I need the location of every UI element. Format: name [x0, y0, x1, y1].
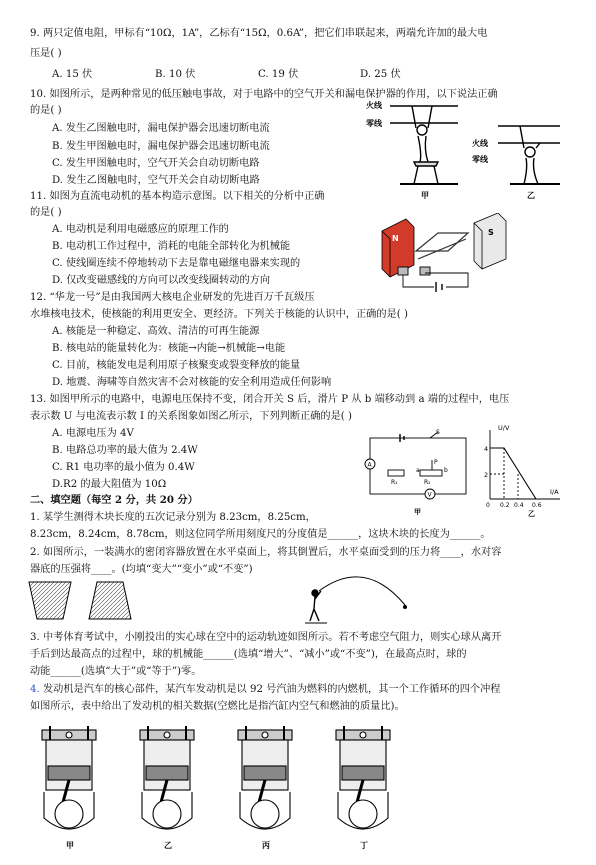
stroke-label-bing: 丙 — [262, 841, 270, 850]
f4-line1: 4. 发动机是汽车的核心部件，某汽车发动机是以 92 号汽油为燃料的内燃机，其一个工作循环的四个冲程 — [30, 684, 501, 695]
dc-motor-figure — [378, 213, 518, 295]
q12-option-c: C. 目前，核能发电是利用原子核聚变或裂变释放的能量 — [52, 360, 301, 371]
y-tick-4: 4 — [484, 445, 489, 453]
magnet-south-icon — [474, 213, 506, 269]
q11-option-c: C. 使线圈连续不停地转动下去是靠电磁继电器来实现的 — [52, 258, 301, 269]
x-tick-04: 0.4 — [514, 502, 524, 509]
q10-option-d: D. 发生乙图触电时，空气开关会自动切断电路 — [52, 175, 260, 186]
figure-label-yi: 乙 — [527, 191, 535, 200]
cylinder-icon — [42, 726, 96, 829]
figure-label-jia: 甲 — [421, 191, 429, 200]
end-a-label: a — [416, 467, 420, 474]
q13-stem-line1: 13. 如图甲所示的电路中，电源电压保持不变，闭合开关 S 后，滑片 P 从 b 端移动到 a 端的过程中，电压 — [30, 394, 510, 405]
circuit-diagram — [365, 432, 466, 499]
circuit-and-graph-figure — [360, 424, 570, 518]
f4-line2: 如图所示，表中给出了发动机的相关数据(空燃比是指汽缸内空气和燃油的质量比)。 — [30, 701, 405, 712]
ammeter-label: A — [367, 461, 372, 469]
q10-option-a: A. 发生乙图触电时，漏电保护器会迅速切断电流 — [52, 123, 270, 134]
engine-strokes-figure — [40, 722, 400, 850]
q13-option-d: D.R2 的最大阻值为 10Ω — [52, 479, 167, 490]
y-tick-2: 2 — [484, 471, 489, 479]
section-heading: 二、填空题（每空 2 分，共 20 分） — [30, 494, 198, 506]
svg-text:N: N — [392, 234, 399, 243]
f3-line3: 动能______(选填“大于”或“等于”)零。 — [30, 666, 202, 677]
athlete-icon — [310, 590, 321, 621]
q13-stem-line2: 表示数 U 与电流表示数 I 的关系图象如图乙所示，下列判断正确的是( ) — [30, 411, 352, 422]
x-tick-0: 0 — [486, 502, 490, 509]
inverted-container-icon — [89, 582, 131, 619]
figure-label-jia: 甲 — [414, 508, 421, 516]
q10-stem-line2: 的是( ) — [30, 105, 62, 116]
live-wire-label-a: 火线 — [366, 101, 382, 110]
f1-line1: 1. 某学生测得木块长度的五次记录分别为 8.23cm，8.25cm， — [30, 512, 316, 523]
f2-line1: 2. 如图所示，一装满水的密闭容器放置在水平桌面上，将其倒置后，水平桌面受到的压力将____，水对容 — [30, 547, 502, 558]
q9-option-b: B. 10 伏 — [155, 69, 196, 80]
f4-number: 4. — [30, 684, 40, 695]
f2-line2: 器底的压强将____。(均填“变大”“变小”或“不变”) — [30, 564, 253, 575]
shot-put-figure — [305, 571, 415, 627]
x-axis-label: I/A — [550, 488, 559, 496]
f3-line1: 3. 中考体育考试中，小刚投出的实心球在空中的运动轨迹如图所示。若不考虑空气阻力，则实心球从离开 — [30, 632, 502, 643]
r1-label: R₁ — [391, 479, 398, 486]
q13-option-c: C. R1 电功率的最小值为 0.4W — [52, 462, 195, 473]
neutral-wire-label-b: 零线 — [472, 155, 488, 164]
q12-stem-line1: 12. “华龙一号”是由我国两大核电企业研发的先进百万千瓦级压 — [30, 292, 315, 303]
trajectory-path — [319, 577, 405, 605]
f3-line2: 手后到达最高点的过程中，球的机械能______(选填“增大”、“减小”或“不变”)，在最高点时，球的 — [30, 649, 467, 660]
q12-stem-line2: 水堆核电技术，使核能的利用更安全、更经济。下列关于核能的认识中，正确的是( ) — [30, 309, 408, 320]
svg-text:S: S — [488, 228, 494, 237]
electric-shock-figure — [360, 98, 565, 202]
q12-option-a: A. 核能是一种稳定、高效、清洁的可再生能源 — [52, 326, 260, 337]
q11-option-a: A. 电动机是利用电磁感应的原理工作的 — [52, 224, 229, 235]
x-tick-06: 0.6 — [532, 502, 542, 509]
q9-option-a: A. 15 伏 — [52, 69, 93, 80]
container-figure — [25, 579, 135, 623]
ball-icon — [403, 605, 407, 609]
voltmeter-label: V — [427, 491, 432, 499]
y-axis-label: U/V — [498, 424, 510, 432]
upright-container-icon — [29, 582, 71, 619]
f1-line2: 8.23cm，8.24cm，8.78cm，则这位同学所用刻度尺的分度值是______，这块木块的长度为______。 — [30, 529, 491, 540]
stroke-label-jia: 甲 — [66, 841, 74, 850]
person-on-ground-icon — [510, 126, 560, 184]
q11-stem-line1: 11. 如图为直流电动机的基本构造示意图。以下相关的分析中正确 — [30, 191, 325, 202]
q10-option-c: C. 发生甲图触电时，空气开关会自动切断电路 — [52, 158, 260, 169]
stroke-label-ding: 丁 — [360, 841, 368, 850]
person-on-stool-icon — [400, 106, 458, 184]
q9-option-d: D. 25 伏 — [360, 69, 401, 80]
q11-option-b: B. 电动机工作过程中，消耗的电能全部转化为机械能 — [52, 241, 291, 252]
x-tick-02: 0.2 — [500, 502, 510, 509]
neutral-wire-label-a: 零线 — [366, 119, 382, 128]
figure-label-yi: 乙 — [528, 510, 535, 518]
q11-option-d: D. 仅改变磁感线的方向可以改变线圈转动的方向 — [52, 275, 271, 286]
q13-option-a: A. 电源电压为 4V — [52, 428, 134, 439]
q12-option-d: D. 地震、海啸等自然灾害不会对核能的安全利用造成任何影响 — [52, 377, 332, 388]
stroke-label-yi: 乙 — [164, 841, 172, 850]
q10-stem-line1: 10. 如图所示，是两种常见的低压触电事故，对于电路中的空气开关和漏电保护器的作用，以下说法正确 — [30, 89, 498, 100]
q13-option-b: B. 电路总功率的最大值为 2.4W — [52, 445, 198, 456]
switch-label: S — [436, 429, 440, 436]
r2-label: R₂ — [424, 479, 431, 486]
q11-stem-line2: 的是( ) — [30, 207, 62, 218]
q10-option-b: B. 发生甲图触电时，漏电保护器会迅速切断电流 — [52, 141, 270, 152]
coil-icon — [416, 233, 468, 259]
q12-option-b: B. 核电站的能量转化为：核能→内能→机械能→电能 — [52, 343, 286, 354]
q9-stem-line2: 压是( ) — [30, 48, 62, 59]
q9-option-c: C. 19 伏 — [258, 69, 299, 80]
end-b-label: b — [444, 467, 448, 474]
slider-label: P — [434, 459, 438, 466]
q9-stem-line1: 9. 两只定值电阻，甲标有“10Ω，1A”，乙标有“15Ω，0.6A”，把它们串联起来，两端允许加的最大电 — [30, 28, 488, 39]
brush-and-battery-icon — [398, 267, 468, 292]
live-wire-label-b: 火线 — [472, 139, 488, 148]
